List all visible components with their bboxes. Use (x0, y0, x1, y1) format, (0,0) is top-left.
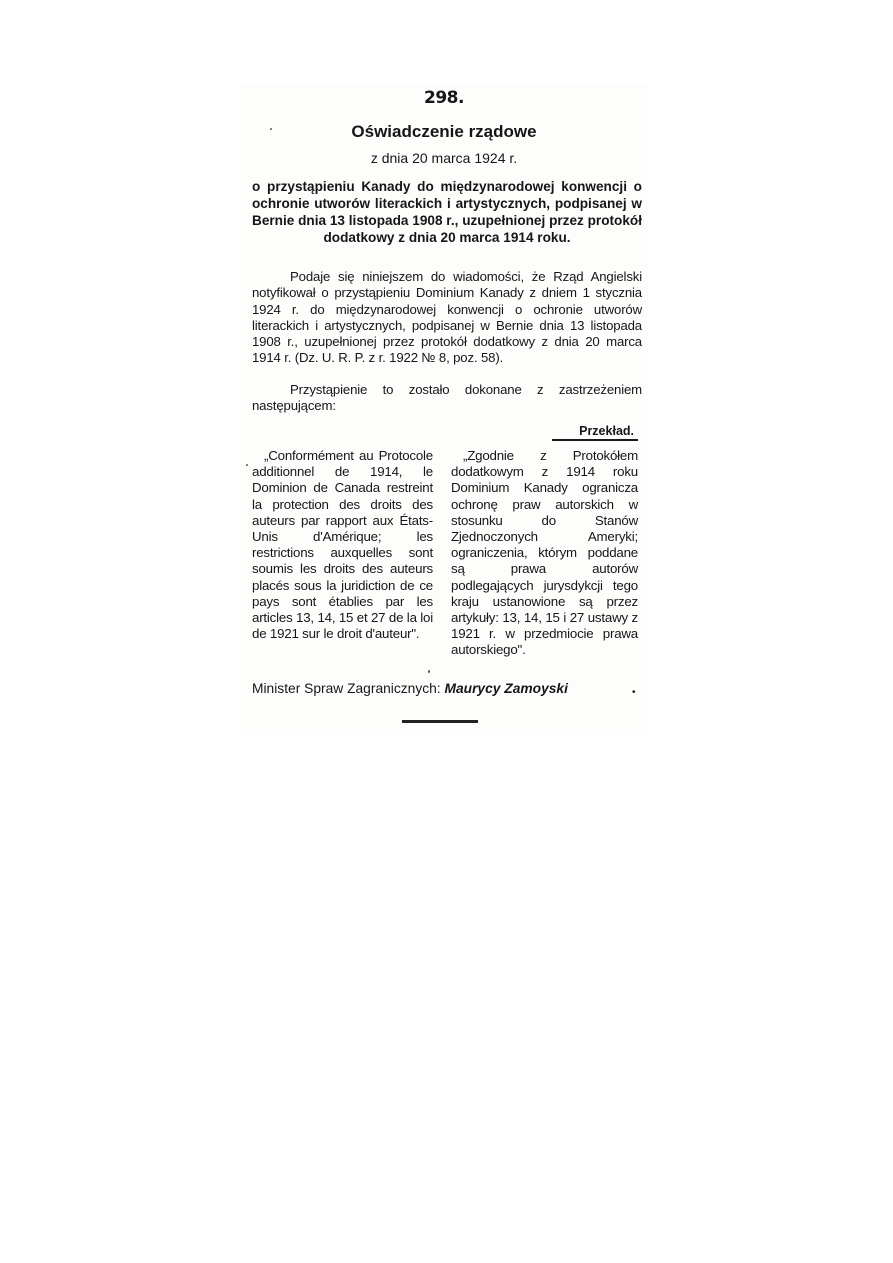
scan-speck (270, 128, 272, 130)
document-subject: o przystąpieniu Kanady do międzynarodowej konwencji o ochronie utworów literackich i artystycznych, podpisanej w Bernie dnia 13 listopada 1908 r., uzupełnionej przez protokół dodatkowy z dnia 20 marca 1914 roku. (252, 179, 642, 245)
french-original-column: „Conformément au Protocole additionnel de 1914, le Dominion de Canada restreint la protection des droits des auteurs par rapport aux États-Unis d'Amérique; les restrictions auxquelles sont soumis les droits des auteurs placés sous la juridiction de ce pays sont établies par les articles 13, 14, 15 et 27 de la loi de 1921 sur le droit d'auteur". (252, 448, 433, 642)
scan-speck (428, 670, 430, 673)
translation-label: Przekład. (579, 424, 634, 438)
polish-translation-column: „Zgodnie z Protokółem dodatkowym z 1914 roku Dominium Kanady ogranicza ochronę praw autorskich w stosunku do Stanów Zjednoczonych Ameryki; ograniczenia, którym poddane są prawa autorów podlegających jurysdykcji tego kraju ustanowione są przez artykuły: 13, 14, 15 i 27 ustawy z 1921 r. w przedmiocie prawa autorskiego". (451, 448, 638, 658)
closing-rule (402, 720, 478, 723)
page-number: 298. (424, 88, 464, 108)
signature-name: Maurycy Zamoyski (444, 681, 568, 696)
translation-label-underline (552, 439, 638, 441)
body-paragraph-2: Przystąpienie to zostało dokonane z zastrzeżeniem następującem: (252, 382, 642, 414)
signature-role: Minister Spraw Zagranicznych: (252, 681, 441, 696)
ink-dot-mark: • (632, 687, 636, 698)
scan-speck (246, 464, 248, 466)
scanned-text-block (240, 84, 648, 730)
document-title: Oświadczenie rządowe (351, 122, 537, 141)
body-paragraph-1: Podaje się niniejszem do wiadomości, że Rząd Angielski notyfikował o przystąpieniu Dominium Kanady z dniem 1 stycznia 1924 r. do międzynarodowej konwencji o ochronie utworów literackich i artystycznych, podpisanej w Bernie dnia 13 listopada 1908 r., uzupełnionej przez protokół dodatkowy z dnia 20 marca 1914 r. (Dz. U. R. P. z r. 1922 № 8, poz. 58). (252, 269, 642, 366)
signature-line (252, 681, 644, 696)
date-line: z dnia 20 marca 1924 r. (370, 150, 518, 166)
